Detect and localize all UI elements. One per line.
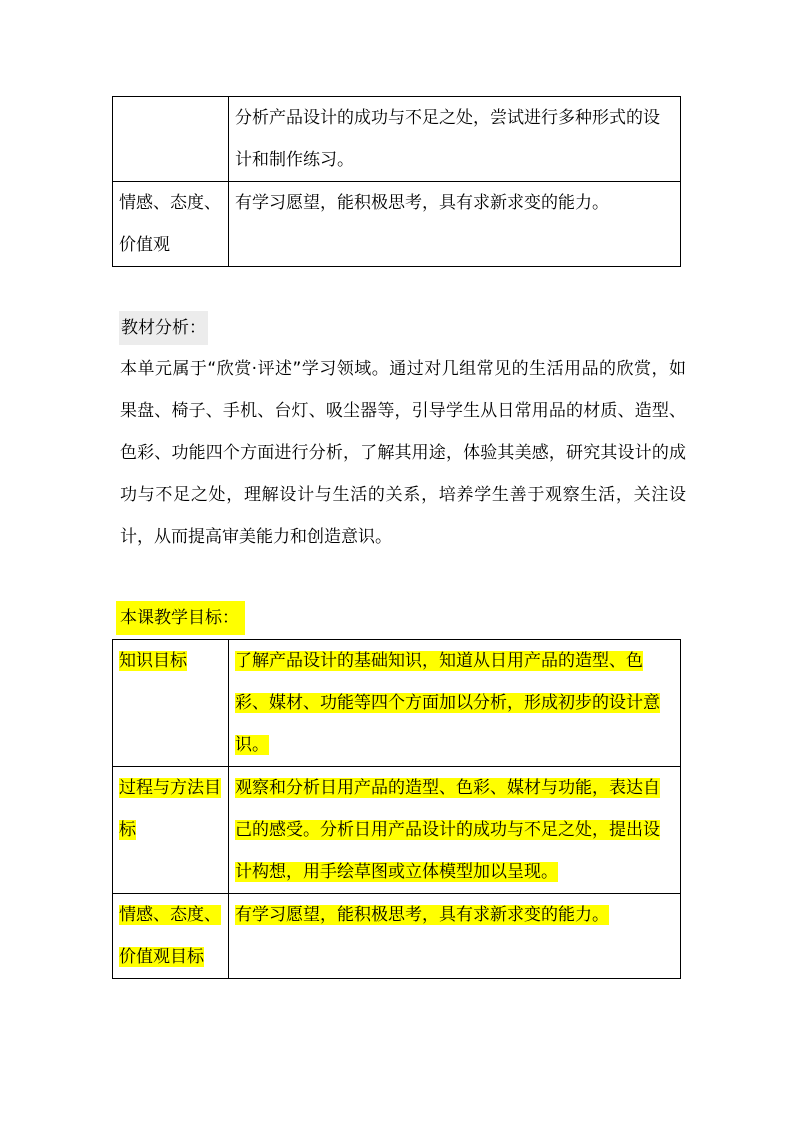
- material-analysis-heading: 教材分析：: [119, 311, 208, 345]
- row-content: [229, 894, 681, 979]
- lesson-goals-table: [112, 639, 681, 979]
- row-content: 有学习愿望，能积极思考，具有求新求变的能力。: [229, 182, 681, 267]
- lesson-goals-heading: 本课教学目标：: [116, 601, 245, 635]
- objectives-table-continued: [112, 96, 681, 267]
- row-label: [113, 894, 229, 979]
- row-label: [113, 97, 229, 182]
- goal-label: 知识目标: [119, 651, 187, 671]
- row-content: [229, 767, 681, 894]
- table-row: [113, 640, 681, 767]
- table-row: [113, 767, 681, 894]
- row-label: [113, 640, 229, 767]
- row-label: 情感、态度、价值观: [113, 182, 229, 267]
- goal-content: 了解产品设计的基础知识，知道从日用产品的造型、色彩、媒材、功能等四个方面加以分析，形成初步的设计意识。: [235, 651, 660, 755]
- table-row: [113, 182, 681, 267]
- row-content: 分析产品设计的成功与不足之处，尝试进行多种形式的设计和制作练习。: [229, 97, 681, 182]
- table-row: [113, 894, 681, 979]
- goal-content: 有学习愿望，能积极思考，具有求新求变的能力。: [235, 905, 609, 925]
- row-content: [229, 640, 681, 767]
- row-label: [113, 767, 229, 894]
- material-analysis-body: 本单元属于“欣赏·评述”学习领域。通过对几组常见的生活用品的欣赏，如果盘、椅子、手机、台灯、吸尘器等，引导学生从日常用品的材质、造型、色彩、功能四个方面进行分析，了解其用途，体验其美感，研究其设计的成功与不足之处，理解设计与生活的关系，培养学生善于观察生活，关注设计，从而提高审美能力和创造意识。: [120, 359, 686, 547]
- goal-content: 观察和分析日用产品的造型、色彩、媒材与功能，表达自己的感受。分析日用产品设计的成功与不足之处，提出设计构想，用手绘草图或立体模型加以呈现。: [235, 778, 660, 882]
- goal-label: 过程与方法目标: [119, 778, 221, 840]
- table-row: [113, 97, 681, 182]
- goal-label: 情感、态度、价值观目标: [119, 905, 221, 967]
